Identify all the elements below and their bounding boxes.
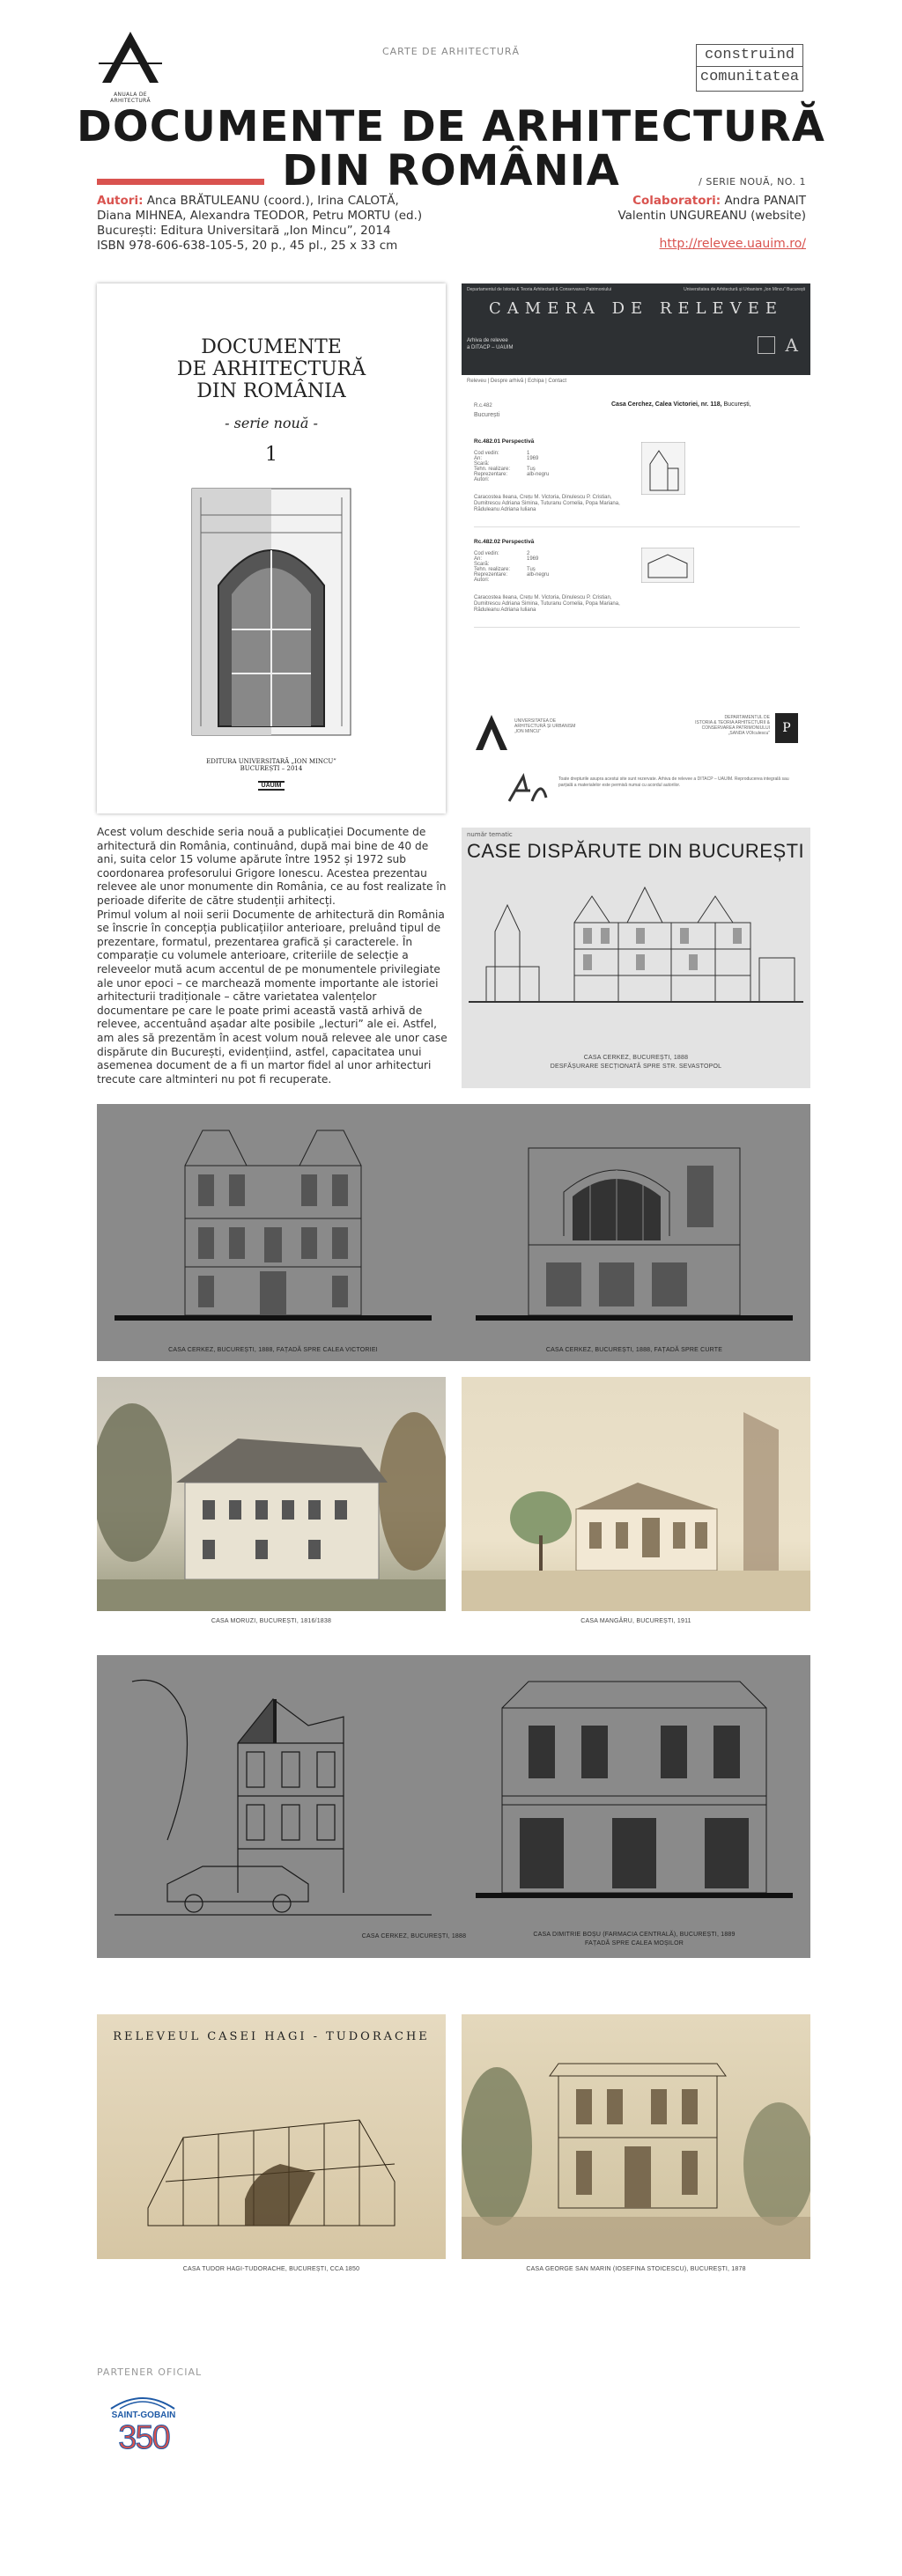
cover-title-1: DOCUMENTE [201, 336, 342, 358]
saint-gobain-arc-icon [107, 2393, 178, 2410]
partner-number: 350 [118, 2419, 169, 2456]
description-p2: Primul volum al noii serii Documente de arhitectură din România se înscrie în concepția publicațiilor anterioare, preluând tipul de prezentare, formatul, prezentarea grafică și caracterele. În comparație cu volumele anterioare, criteriile de selecție a releveelor mută acum accentul de pe monumentele privilegiate ale unor epoci – ce marchează momente importante ale istoriei arhitecturii tradiționale – către varietatea valențelor documentare pe care le poate primi această vastă arhivă de relevee, accentuând așadar alte posibile „lecturi” ale ei. Astfel, am ales să prezentăm în acest volum nouă relevee ale unor case dispărute din București, evidențiind, astfel, capacitatea unui asemenea document de a fi un martor fidel al unor arhitecturi trecute care altminteri nu pot fi recuperate. [97, 908, 447, 1086]
partner-label: PARTENER OFICIAL [97, 2366, 203, 2378]
isbn: ISBN 978-606-638-105-5, 20 p., 45 pl., 25 x 33 cm [97, 239, 398, 253]
watercolor-2-drawing [462, 1377, 810, 1611]
saint-gobain-logo[interactable] [95, 2393, 192, 2463]
old-drawing-1 [97, 2014, 446, 2259]
elevations-panel [97, 1104, 810, 1361]
elevation-1-caption: CASA CERKEZ, BUCUREȘTI, 1888, FAȚADĂ SPRE CALEA VICTORIEI [168, 1347, 378, 1353]
sketch-panel [97, 1655, 810, 1958]
cover-logo: UAUIM [258, 781, 285, 791]
collab-label: Colaboratori: [632, 194, 721, 208]
collab-line2: Valentin UNGUREANU (website) [617, 209, 806, 223]
construind-comunitatea-logo[interactable] [696, 44, 803, 92]
cover-window-drawing [183, 480, 359, 744]
item1-thumb[interactable] [641, 442, 685, 495]
section-drawing [469, 870, 803, 1019]
credits-right [529, 194, 806, 252]
ditacp-logo-icon: P [775, 713, 798, 743]
cover-title-2: DE ARHITECTURĂ [176, 358, 366, 380]
sketch-2-caption-2: FAȚADĂ SPRE CALEA MOȘILOR [585, 1940, 684, 1947]
cover-title-3: DIN ROMÂNIA [196, 380, 346, 402]
watercolor-1-caption: CASA MORUZI, BUCUREȘTI, 1816/1838 [211, 1618, 332, 1624]
sketch-1-drawing [115, 1664, 432, 1928]
sketch-2-caption-1: CASA DIMITRIE BOȘU (FARMACIA CENTRALĂ), BUCUREȘTI, 1889 [533, 1932, 736, 1938]
watercolor-1-drawing [97, 1377, 446, 1611]
anuala-logo-icon [95, 28, 166, 90]
section-caption-1: CASA CERKEZ, BUCUREȘTI, 1888 [583, 1055, 689, 1061]
description [97, 826, 447, 1086]
site-top-left: Departamentul de Istoria & Teoria Arhitecturii & Conservarea Patrimoniului [467, 287, 612, 292]
authors-line2: Diana MIHNEA, Alexandra TEODOR, Petru MORTU (ed.) [97, 209, 423, 223]
old-drawing-1-caption: CASA TUDOR HAGI-TUDORACHE, BUCUREȘTI, CCA 1850 [182, 2266, 360, 2272]
section-panel [462, 828, 810, 1088]
site-header [462, 283, 810, 375]
anuala-logo[interactable] [95, 28, 166, 104]
cover-series: - serie nouă - [225, 415, 318, 431]
section-label: număr tematic [467, 831, 513, 838]
record-city: București [474, 412, 500, 418]
watercolor-2 [462, 1377, 810, 1611]
authors-label: Autori: [97, 194, 144, 208]
watercolor-1 [97, 1377, 446, 1611]
credits-left [97, 194, 520, 254]
watercolor-2-caption: CASA MANGÂRU, BUCUREȘTI, 1911 [580, 1618, 691, 1624]
item1-title: Rc.482.01 Perspectivă [474, 438, 535, 445]
authors-line1: Autori: Anca BRĂTULEANU (coord.), Irina CALOTĂ, [97, 194, 399, 208]
old-drawing-2 [462, 2014, 810, 2259]
page-title-line2: DIN ROMÂNIA [282, 146, 620, 195]
record-item-2[interactable]: Rc.482.02 Perspectivă Cod vedin: An: Scară: Tehn. realizare: Reprezentare: Autori: 2 1969 Tuș alb-negru Caracostea Ileana, Crețu M. Victoria, Dinulescu P. Cristian, Dumitrescu Adriana Simina, Tuturanu Cornelia, Popa Mariana, Răduleanu Adriana Iuliana [474, 539, 800, 628]
site-sub1: Arhiva de relevee [467, 338, 508, 343]
description-p1: Acest volum deschide seria nouă a publicației Documente de arhitectură din România, continuând, după mai bine de 40 de ani, suita celor 15 volume apărute între 1952 și 1972 sub coordonarea profesorului Grigore Ionescu. Acestea prezentau relevee ale unor monumente din România, ce au fost realizate în perioade diferite de către studenții arhitecți. [97, 826, 447, 907]
sketch-1-caption: CASA CERKEZ, BUCUREȘTI, 1888 [361, 1933, 467, 1939]
item2-authors: Caracostea Ileana, Crețu M. Victoria, Dinulescu P. Cristian, Dumitrescu Adriana Simina, Tuturanu Cornelia, Popa Mariana, Răduleanu Adriana Iuliana [474, 595, 620, 613]
book-cover [97, 283, 446, 813]
site-sub2: a DITACP – UAUIM [467, 345, 514, 350]
kicker: CARTE DE ARHITECTURĂ [381, 46, 521, 57]
page-title-line1: DOCUMENTE DE ARHITECTURĂ [77, 102, 825, 151]
cover-publisher-2: BUCUREȘTI – 2014 [240, 765, 303, 772]
website-screenshot: Departamentul de Istoria & Teoria Arhitecturii & Conservarea Patrimoniului Universitatea de Arhitectură și Urbanism „Ion Mincu” București CAMERA DE RELEVEE Arhiva de relevee a DITACP – UAUIM A Releveu | Despre arhivă | Echipa | Contact R.c.482 Casa Cerchez, Calea Victoriei, nr. 118, București, București Rc.482.01 Perspectivă Cod vedin: An: Scară: Tehn. realizare: Reprezentare: Autori: 1 1969 Tuș alb-negru Caracostea Ileana, Crețu M. Victoria, Dinulescu P. Cristian, Dumitrescu Adriana Simina, Tuturanu Cornelia, Popa Mariana, Răduleanu Adriana Iuliana Rc.482.02 Perspectivă Cod vedin: An: Scară: Tehn. realizare: Reprezentare: Autori: 2 1969 Tuș alb-negru Caracostea Ileana, Crețu M. Victoria, Dinulescu P. Cristian, Dumitrescu Adriana Simina, Tuturanu Cornelia, Popa Mariana, Răduleanu Adriana Iuliana UNIVERSITATEA DE ARHITECTURĂ ȘI URBANISM „ION MINCU” DEPARTAMENTUL DE ISTORIA & TEORIA ARHITECTURII & CONSERVAREA PATRIMONIULUI „SANDA VOIculescu” P Toate drepturile asupra acestui site sunt rezervate. Arhiva de relevee a DITACP – UAUIM. Reproducerea integrală sau parțială a materialelor este permisă numai cu acordul autorilor. [462, 283, 810, 813]
partner-logo-line1: construind [697, 45, 802, 67]
signature-mark-icon [506, 773, 550, 805]
elevation-2-caption: CASA CERKEZ, BUCUREȘTI, 1888, FAȚADĂ SPRE CURTE [545, 1347, 723, 1353]
item2-thumb[interactable] [641, 548, 694, 583]
uauim-footer-logo-icon [474, 713, 509, 752]
site-footer-note: Toate drepturile asupra acestui site sunt rezervate. Arhiva de relevee a DITACP – UAUIM. Reproducerea integrală sau parțială a materialelor este permisă numai cu acordul autorilor. [558, 776, 789, 788]
section-caption-2: DESFĂȘURARE SECȚIONATĂ SPRE STR. SEVASTOPOL [550, 1064, 722, 1070]
record-item-1[interactable]: Rc.482.01 Perspectivă Cod vedin: An: Scară: Tehn. realizare: Reprezentare: Autori: 1 1969 Tuș alb-negru Caracostea Ileana, Crețu M. Victoria, Dinulescu P. Cristian, Dumitrescu Adriana Simina, Tuturanu Cornelia, Popa Mariana, Răduleanu Adriana Iuliana [474, 438, 800, 527]
old-drawing-1-heading: RELEVEUL CASEI HAGI - TUDORACHE [113, 2030, 430, 2043]
site-logo-a-icon: A [785, 335, 798, 356]
logo-text: ANUALA DE ARHITECTURĂ [110, 92, 151, 104]
old-drawing-2-caption: CASA GEORGE SAN MARIN (IOSEFINA STOICESCU), BUCUREȘTI, 1878 [526, 2266, 746, 2272]
sketch-2-drawing [476, 1673, 793, 1919]
website-link[interactable]: http://relevee.uauim.ro/ [659, 237, 806, 251]
old-drawing-1-sketch [113, 2067, 430, 2243]
collab-line1: Colaboratori: Andra PANAIT [632, 194, 806, 208]
site-nav[interactable]: Releveu | Despre arhivă | Echipa | Contact [467, 379, 567, 384]
partner-logo-line2: comunitatea [699, 69, 800, 85]
record-code: R.c.482 [474, 403, 492, 408]
site-top-right: Universitatea de Arhitectură și Urbanism „Ion Mincu” București [684, 287, 805, 292]
partner-name: SAINT-GOBAIN [111, 2410, 176, 2420]
section-title: CASE DISPĂRUTE DIN BUCUREȘTI [467, 840, 805, 862]
publisher: București: Editura Universitară „Ion Mincu”, 2014 [97, 224, 391, 238]
elevation-2-drawing [476, 1113, 793, 1333]
accent-bar [97, 179, 264, 185]
cover-number: 1 [265, 444, 277, 466]
item2-title: Rc.482.02 Perspectivă [474, 539, 535, 545]
record-title: Casa Cerchez, Calea Victoriei, nr. 118, București, [611, 401, 751, 408]
elevation-1-drawing [115, 1113, 432, 1333]
site-banner: CAMERA DE RELEVEE [489, 299, 783, 318]
cover-publisher-1: EDITURA UNIVERSITARĂ „ION MINCU” [206, 758, 336, 765]
old-drawing-2-sketch [462, 2014, 810, 2259]
site-logo-icon [758, 336, 775, 354]
series-label: / SERIE NOUĂ, NO. 1 [699, 176, 806, 188]
item1-authors: Caracostea Ileana, Crețu M. Victoria, Dinulescu P. Cristian, Dumitrescu Adriana Simina, Tuturanu Cornelia, Popa Mariana, Răduleanu Adriana Iuliana [474, 495, 620, 512]
